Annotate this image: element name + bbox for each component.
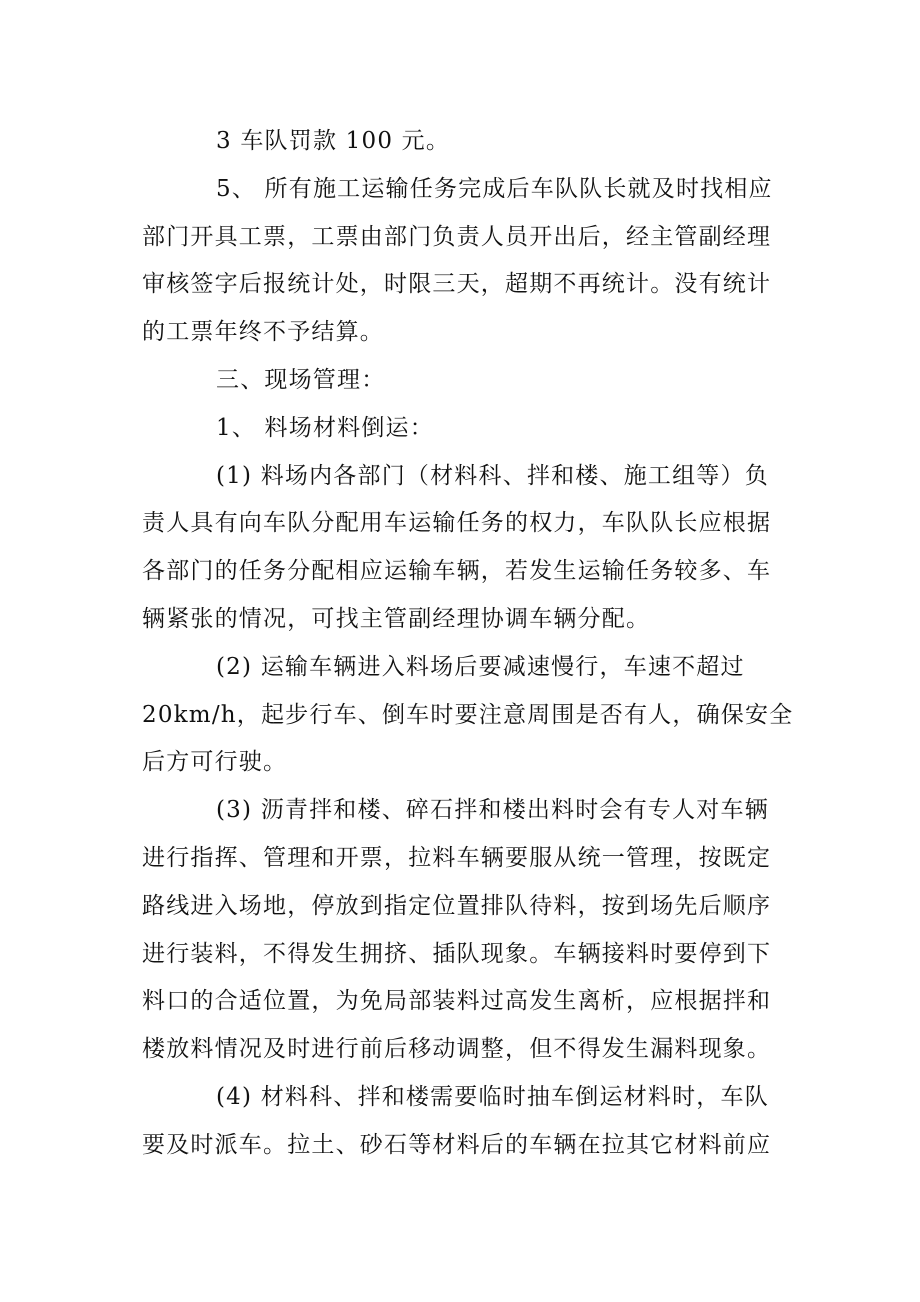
paragraph-line: 20km/h，起步行车、倒车时要注意周围是否有人，确保安全: [142, 701, 794, 728]
paragraph-line: 路线进入场地，停放到指定位置排队待料，按到场先后顺序: [142, 892, 772, 919]
paragraph-line: (2) 运输车辆进入料场后要减速慢行，车速不超过: [216, 653, 745, 680]
paragraph-line: 辆紧张的情况，可找主管副经理协调车辆分配。: [142, 605, 651, 632]
paragraph-line: 部门开具工票，工票由部门负责人员开出后，经主管副经理: [142, 223, 772, 250]
paragraph-line: (3) 沥青拌和楼、碎石拌和楼出料时会有专人对车辆: [216, 797, 769, 824]
paragraph-line: (4) 材料科、拌和楼需要临时抽车倒运材料时，车队: [216, 1083, 769, 1110]
paragraph-line: 5、 所有施工运输任务完成后车队队长就及时找相应: [216, 175, 773, 202]
paragraph-line: 后方可行驶。: [142, 749, 288, 776]
paragraph-line: 审核签字后报统计处，时限三天，超期不再统计。没有统计: [142, 271, 772, 298]
section-heading: 三、现场管理：: [216, 366, 386, 393]
paragraph-line: 楼放料情况及时进行前后移动调整，但不得发生漏料现象。: [142, 1036, 772, 1063]
paragraph-line: 进行指挥、管理和开票，拉料车辆要服从统一管理，按既定: [142, 844, 772, 871]
subsection-heading: 1、 料场材料倒运：: [216, 414, 434, 441]
paragraph-line: 进行装料，不得发生拥挤、插队现象。车辆接料时要停到下: [142, 940, 772, 967]
paragraph-line: 要及时派车。拉土、砂石等材料后的车辆在拉其它材料前应: [142, 1131, 772, 1158]
paragraph-line: 的工票年终不予结算。: [142, 319, 384, 346]
paragraph-line: (1) 料场内各部门（材料科、拌和楼、施工组等）负: [216, 462, 769, 489]
paragraph-line: 3 车队罚款 100 元。: [216, 128, 451, 154]
paragraph-line: 各部门的任务分配相应运输车辆，若发生运输任务较多、车: [142, 558, 772, 585]
paragraph-line: 料口的合适位置，为免局部装料过高发生离析，应根据拌和: [142, 988, 772, 1015]
document-body: [142, 118, 794, 1170]
paragraph-line: 责人具有向车队分配用车运输任务的权力，车队队长应根据: [142, 510, 772, 537]
